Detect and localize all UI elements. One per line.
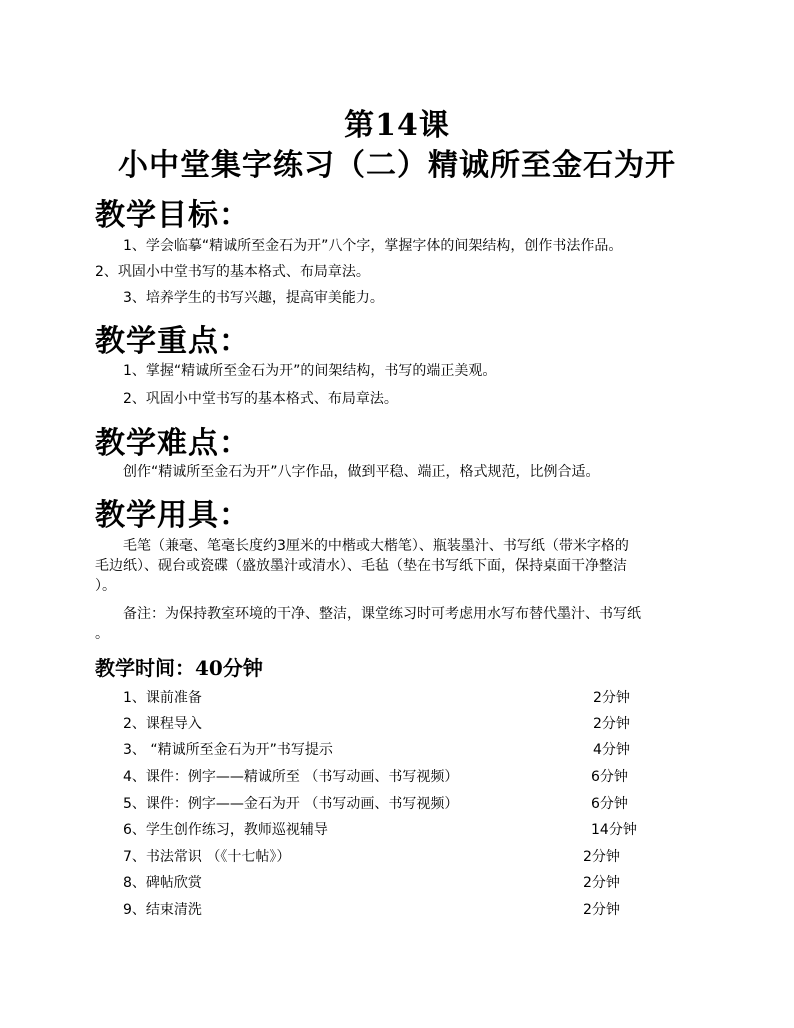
key-point-item-2: 2、巩固小中堂书写的基本格式、布局章法。: [123, 391, 398, 407]
tools-note-line2: 。: [95, 626, 109, 642]
schedule-row-label: 2、课程导入: [123, 716, 202, 732]
schedule-row: [123, 740, 683, 760]
tools-text-line3: ）。: [95, 578, 116, 594]
schedule-row-duration: 14分钟: [591, 822, 637, 838]
schedule-row-label: 8、碑帖欣赏: [123, 875, 202, 891]
difficulties-text: 创作“精诚所至金石为开”八字作品，做到平稳、端正，格式规范，比例合适。: [123, 464, 600, 480]
schedule-row-label: 5、课件：例字——金石为开 （书写动画、书写视频）: [123, 796, 459, 812]
lesson-title: 小中堂集字练习（二）精诚所至金石为开: [118, 148, 676, 183]
goals-heading: 教学目标：: [95, 198, 250, 233]
tools-text-line1: 毛笔（兼毫、笔毫长度约3厘米的中楷或大楷笔）、瓶装墨汁、书写纸（带米字格的: [123, 538, 629, 554]
schedule-row-label: 6、学生创作练习，教师巡视辅导: [123, 822, 328, 838]
goal-item-2: 2、巩固小中堂书写的基本格式、布局章法。: [95, 264, 370, 280]
difficulties-heading: 教学难点：: [95, 426, 250, 461]
schedule-row: [123, 688, 683, 708]
schedule-row-duration: 2分钟: [583, 875, 620, 891]
schedule-row-duration: 6分钟: [591, 796, 628, 812]
schedule-row-duration: 2分钟: [593, 716, 630, 732]
schedule-row-label: 3、 “精诚所至金石为开”书写提示: [123, 742, 333, 758]
key-point-item-1: 1、掌握“精诚所至金石为开”的间架结构，书写的端正美观。: [123, 363, 497, 379]
schedule-row: [123, 873, 683, 893]
schedule-row: [123, 820, 683, 840]
schedule-row-duration: 4分钟: [593, 742, 630, 758]
goal-item-1: 1、学会临摹“精诚所至金石为开”八个字，掌握字体的间架结构，创作书法作品。: [123, 238, 623, 254]
goal-item-3: 3、培养学生的书写兴趣，提高审美能力。: [123, 290, 384, 306]
schedule-row: [123, 714, 683, 734]
schedule-row: [123, 794, 683, 814]
schedule-row-label: 1、课前准备: [123, 690, 202, 706]
schedule-row-duration: 2分钟: [583, 849, 620, 865]
schedule-row-duration: 2分钟: [583, 902, 620, 918]
schedule-row-duration: 2分钟: [593, 690, 630, 706]
schedule-row-label: 7、书法常识 （《十七帖》）: [123, 849, 291, 865]
schedule-row-label: 9、结束清洗: [123, 902, 202, 918]
tools-note-line1: 备注：为保持教室环境的干净、整洁，课堂练习时可考虑用水写布替代墨汁、书写纸: [123, 606, 641, 622]
schedule-row-label: 4、课件：例字——精诚所至 （书写动画、书写视频）: [123, 769, 459, 785]
tools-heading: 教学用具：: [95, 498, 250, 533]
schedule-row: [123, 900, 683, 920]
key-points-heading: 教学重点：: [95, 324, 250, 359]
schedule-row: [123, 847, 683, 867]
tools-text-line2: 毛边纸）、砚台或瓷碟（盛放墨汁或清水）、毛毡（垫在书写纸下面，保持桌面干净整洁: [95, 558, 627, 574]
schedule-heading: 教学时间：40分钟: [95, 656, 263, 680]
lesson-number: 第14课: [344, 108, 450, 143]
schedule-row-duration: 6分钟: [591, 769, 628, 785]
schedule-row: [123, 767, 683, 787]
